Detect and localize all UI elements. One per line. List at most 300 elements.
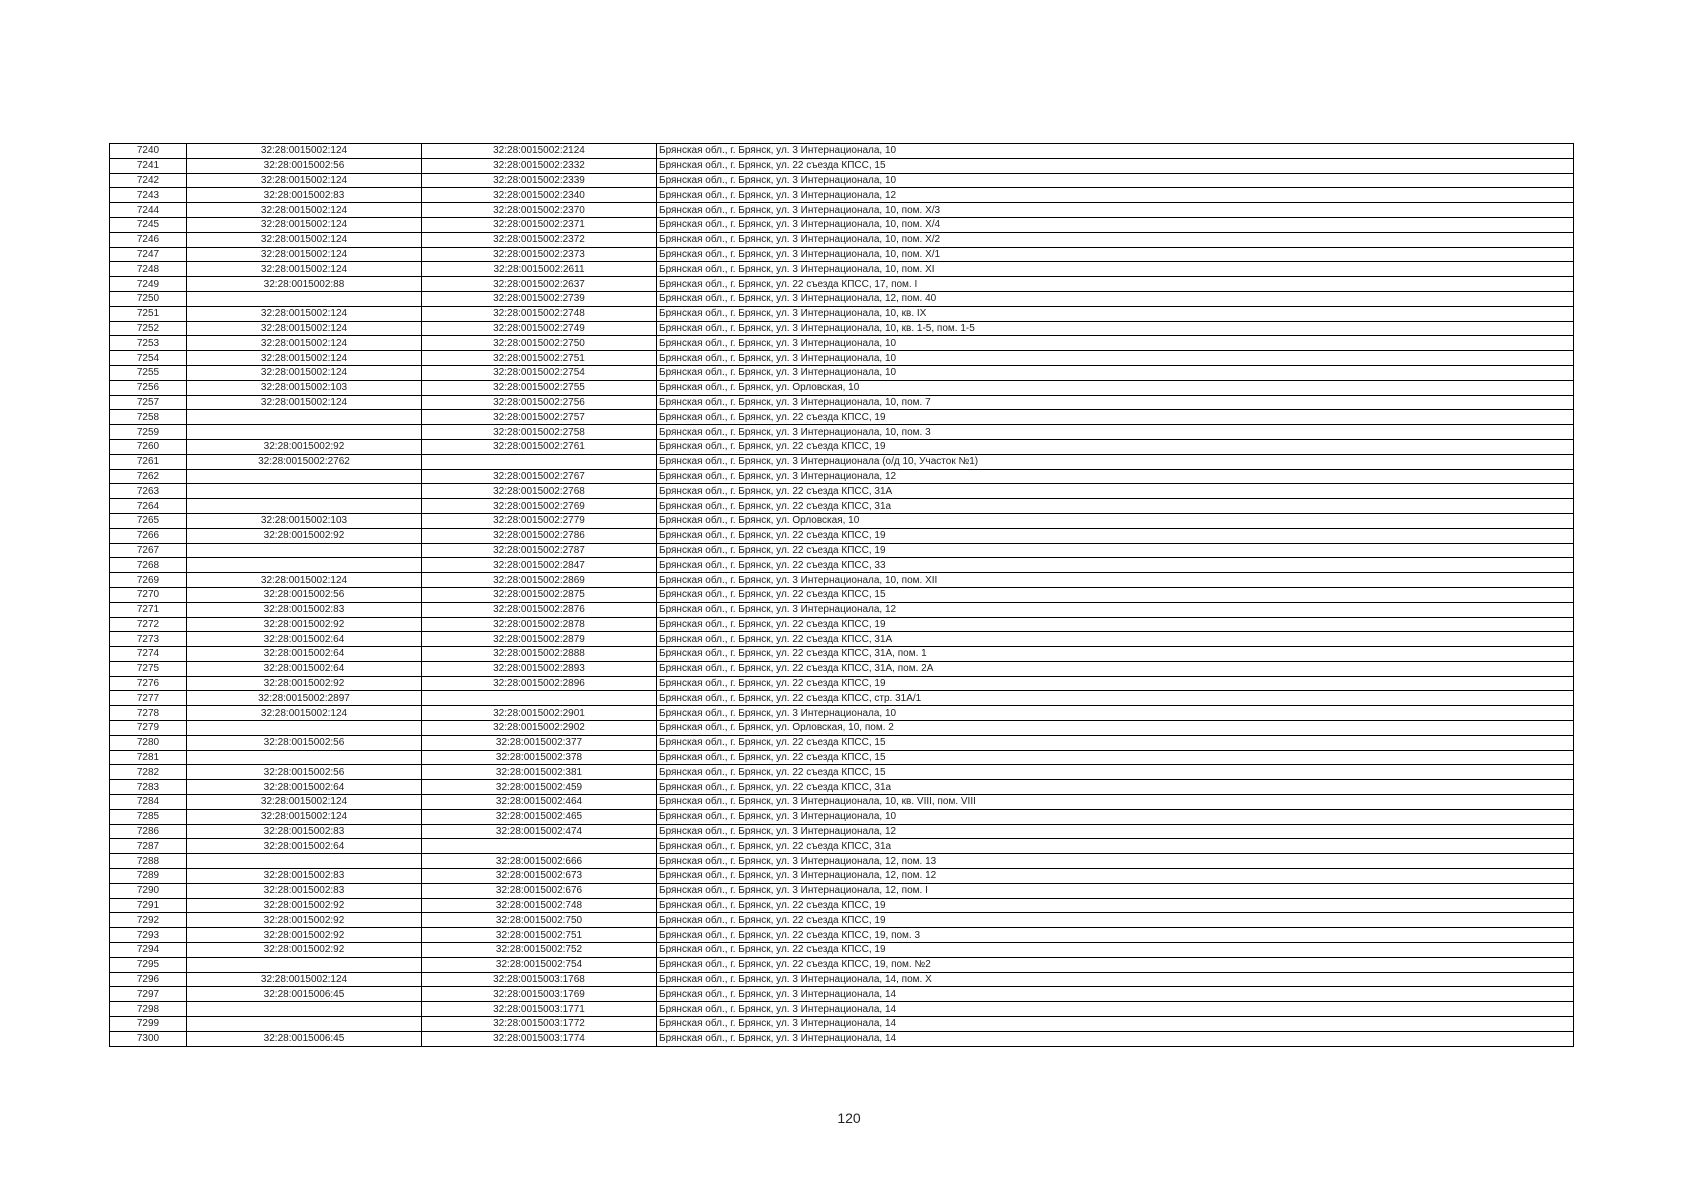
parcel-cadastral-number-cell: 32:28:0015002:56 [187,158,422,173]
parcel-cadastral-number-cell [187,469,422,484]
object-cadastral-number-cell: 32:28:0015002:2787 [422,543,657,558]
row-number-cell: 7264 [110,499,187,514]
parcel-cadastral-number-cell: 32:28:0015002:124 [187,809,422,824]
parcel-cadastral-number-cell: 32:28:0015002:124 [187,321,422,336]
row-number-cell: 7286 [110,824,187,839]
table-row [110,395,1574,410]
table-row [110,484,1574,499]
object-cadastral-number-cell: 32:28:0015002:2754 [422,365,657,380]
object-cadastral-number-cell: 32:28:0015002:2751 [422,351,657,366]
object-cadastral-number-cell: 32:28:0015002:2373 [422,247,657,262]
address-cell: Брянская обл., г. Брянск, ул. 3 Интернационала, 10, пом. X/4 [657,217,1574,232]
row-number-cell: 7267 [110,543,187,558]
table-row [110,217,1574,232]
address-cell: Брянская обл., г. Брянск, ул. 3 Интернационала, 10 [657,365,1574,380]
parcel-cadastral-number-cell [187,1017,422,1032]
row-number-cell: 7243 [110,188,187,203]
row-number-cell: 7291 [110,898,187,913]
address-cell: Брянская обл., г. Брянск, ул. 3 Интернационала, 12 [657,602,1574,617]
row-number-cell: 7298 [110,1002,187,1017]
table-row [110,410,1574,425]
address-cell: Брянская обл., г. Брянск, ул. 22 съезда КПСС, 31А, пом. 1 [657,647,1574,662]
table-row [110,647,1574,662]
parcel-cadastral-number-cell: 32:28:0015002:56 [187,765,422,780]
table-row [110,780,1574,795]
parcel-cadastral-number-cell: 32:28:0015006:45 [187,1031,422,1046]
parcel-cadastral-number-cell: 32:28:0015006:45 [187,987,422,1002]
table-row [110,277,1574,292]
address-cell: Брянская обл., г. Брянск, ул. 3 Интернационала, 10, пом. XII [657,573,1574,588]
row-number-cell: 7281 [110,750,187,765]
object-cadastral-number-cell: 32:28:0015002:752 [422,943,657,958]
address-cell: Брянская обл., г. Брянск, ул. 3 Интернационала, 14 [657,1031,1574,1046]
parcel-cadastral-number-cell: 32:28:0015002:64 [187,780,422,795]
address-cell: Брянская обл., г. Брянск, ул. 3 Интернационала, 10, пом. X/3 [657,203,1574,218]
parcel-cadastral-number-cell [187,957,422,972]
row-number-cell: 7257 [110,395,187,410]
row-number-cell: 7250 [110,291,187,306]
parcel-cadastral-number-cell: 32:28:0015002:92 [187,617,422,632]
object-cadastral-number-cell: 32:28:0015002:2370 [422,203,657,218]
table-row [110,573,1574,588]
object-cadastral-number-cell [422,839,657,854]
table-row [110,158,1574,173]
table-row [110,854,1574,869]
row-number-cell: 7285 [110,809,187,824]
object-cadastral-number-cell: 32:28:0015002:2124 [422,144,657,159]
parcel-cadastral-number-cell: 32:28:0015002:2762 [187,454,422,469]
address-cell: Брянская обл., г. Брянск, ул. Орловская, 10, пом. 2 [657,721,1574,736]
row-number-cell: 7242 [110,173,187,188]
table-row [110,380,1574,395]
object-cadastral-number-cell: 32:28:0015002:2888 [422,647,657,662]
object-cadastral-number-cell: 32:28:0015002:2786 [422,528,657,543]
table-row [110,513,1574,528]
parcel-cadastral-number-cell [187,558,422,573]
parcel-cadastral-number-cell: 32:28:0015002:124 [187,232,422,247]
table-row [110,454,1574,469]
row-number-cell: 7293 [110,928,187,943]
table-row [110,558,1574,573]
object-cadastral-number-cell: 32:28:0015003:1774 [422,1031,657,1046]
table-row [110,898,1574,913]
object-cadastral-number-cell: 32:28:0015002:474 [422,824,657,839]
address-cell: Брянская обл., г. Брянск, ул. 3 Интернационала, 10 [657,809,1574,824]
row-number-cell: 7299 [110,1017,187,1032]
parcel-cadastral-number-cell [187,750,422,765]
table-row [110,661,1574,676]
parcel-cadastral-number-cell: 32:28:0015002:56 [187,735,422,750]
parcel-cadastral-number-cell [187,291,422,306]
object-cadastral-number-cell: 32:28:0015002:2757 [422,410,657,425]
registry-table-body [110,144,1574,1047]
table-row [110,957,1574,972]
object-cadastral-number-cell: 32:28:0015002:2332 [422,158,657,173]
table-row [110,365,1574,380]
parcel-cadastral-number-cell: 32:28:0015002:124 [187,795,422,810]
table-row [110,706,1574,721]
row-number-cell: 7269 [110,573,187,588]
object-cadastral-number-cell: 32:28:0015003:1769 [422,987,657,1002]
object-cadastral-number-cell: 32:28:0015002:2755 [422,380,657,395]
object-cadastral-number-cell: 32:28:0015003:1772 [422,1017,657,1032]
row-number-cell: 7295 [110,957,187,972]
parcel-cadastral-number-cell: 32:28:0015002:83 [187,602,422,617]
object-cadastral-number-cell: 32:28:0015002:2748 [422,306,657,321]
table-row [110,306,1574,321]
object-cadastral-number-cell: 32:28:0015002:2878 [422,617,657,632]
table-row [110,247,1574,262]
row-number-cell: 7255 [110,365,187,380]
address-cell: Брянская обл., г. Брянск, ул. 22 съезда КПСС, 19, пом. 3 [657,928,1574,943]
parcel-cadastral-number-cell [187,854,422,869]
table-row [110,869,1574,884]
table-row [110,1002,1574,1017]
address-cell: Брянская обл., г. Брянск, ул. 3 Интернационала, 10 [657,706,1574,721]
table-row [110,321,1574,336]
parcel-cadastral-number-cell: 32:28:0015002:124 [187,573,422,588]
address-cell: Брянская обл., г. Брянск, ул. 22 съезда КПСС, 33 [657,558,1574,573]
parcel-cadastral-number-cell: 32:28:0015002:92 [187,528,422,543]
parcel-cadastral-number-cell: 32:28:0015002:103 [187,513,422,528]
address-cell: Брянская обл., г. Брянск, ул. 22 съезда КПСС, 19 [657,913,1574,928]
address-cell: Брянская обл., г. Брянск, ул. Орловская, 10 [657,513,1574,528]
parcel-cadastral-number-cell: 32:28:0015002:83 [187,188,422,203]
address-cell: Брянская обл., г. Брянск, ул. 3 Интернационала, 14 [657,1017,1574,1032]
parcel-cadastral-number-cell: 32:28:0015002:92 [187,676,422,691]
object-cadastral-number-cell: 32:28:0015002:2750 [422,336,657,351]
parcel-cadastral-number-cell: 32:28:0015002:124 [187,247,422,262]
object-cadastral-number-cell: 32:28:0015002:2769 [422,499,657,514]
address-cell: Брянская обл., г. Брянск, ул. 22 съезда КПСС, 31а [657,839,1574,854]
row-number-cell: 7253 [110,336,187,351]
address-cell: Брянская обл., г. Брянск, ул. 22 съезда КПСС, 19 [657,528,1574,543]
table-row [110,943,1574,958]
row-number-cell: 7278 [110,706,187,721]
object-cadastral-number-cell: 32:28:0015002:464 [422,795,657,810]
parcel-cadastral-number-cell: 32:28:0015002:124 [187,972,422,987]
table-row [110,439,1574,454]
parcel-cadastral-number-cell [187,484,422,499]
table-row [110,721,1574,736]
table-row [110,839,1574,854]
address-cell: Брянская обл., г. Брянск, ул. 3 Интернационала, 10, пом. 3 [657,425,1574,440]
row-number-cell: 7260 [110,439,187,454]
object-cadastral-number-cell: 32:28:0015002:459 [422,780,657,795]
parcel-cadastral-number-cell: 32:28:0015002:124 [187,706,422,721]
address-cell: Брянская обл., г. Брянск, ул. 22 съезда КПСС, 19 [657,410,1574,425]
address-cell: Брянская обл., г. Брянск, ул. 3 Интернационала, 12, пом. 40 [657,291,1574,306]
row-number-cell: 7266 [110,528,187,543]
object-cadastral-number-cell: 32:28:0015002:2893 [422,661,657,676]
object-cadastral-number-cell: 32:28:0015002:378 [422,750,657,765]
address-cell: Брянская обл., г. Брянск, ул. 3 Интернационала, 10 [657,336,1574,351]
row-number-cell: 7248 [110,262,187,277]
row-number-cell: 7256 [110,380,187,395]
registry-table [109,143,1574,1047]
row-number-cell: 7296 [110,972,187,987]
address-cell: Брянская обл., г. Брянск, ул. 22 съезда КПСС, 15 [657,735,1574,750]
address-cell: Брянская обл., г. Брянск, ул. 3 Интернационала, 10, пом. 7 [657,395,1574,410]
address-cell: Брянская обл., г. Брянск, ул. 22 съезда КПСС, 31а [657,780,1574,795]
table-row [110,617,1574,632]
row-number-cell: 7272 [110,617,187,632]
parcel-cadastral-number-cell: 32:28:0015002:124 [187,144,422,159]
object-cadastral-number-cell: 32:28:0015002:751 [422,928,657,943]
address-cell: Брянская обл., г. Брянск, ул. 22 съезда КПСС, 19 [657,617,1574,632]
object-cadastral-number-cell: 32:28:0015002:2371 [422,217,657,232]
address-cell: Брянская обл., г. Брянск, ул. 3 Интернационала, 10, пом. XI [657,262,1574,277]
parcel-cadastral-number-cell: 32:28:0015002:92 [187,928,422,943]
parcel-cadastral-number-cell: 32:28:0015002:124 [187,217,422,232]
table-row [110,928,1574,943]
address-cell: Брянская обл., г. Брянск, ул. 3 Интернационала, 10, пом. X/1 [657,247,1574,262]
object-cadastral-number-cell: 32:28:0015002:377 [422,735,657,750]
address-cell: Брянская обл., г. Брянск, ул. 3 Интернационала, 12, пом. 12 [657,869,1574,884]
address-cell: Брянская обл., г. Брянск, ул. 3 Интернационала, 10, кв. IX [657,306,1574,321]
row-number-cell: 7252 [110,321,187,336]
parcel-cadastral-number-cell: 32:28:0015002:64 [187,661,422,676]
address-cell: Брянская обл., г. Брянск, ул. 3 Интернационала, 10 [657,173,1574,188]
table-row [110,913,1574,928]
parcel-cadastral-number-cell: 32:28:0015002:124 [187,351,422,366]
object-cadastral-number-cell: 32:28:0015003:1771 [422,1002,657,1017]
row-number-cell: 7300 [110,1031,187,1046]
row-number-cell: 7280 [110,735,187,750]
row-number-cell: 7292 [110,913,187,928]
object-cadastral-number-cell: 32:28:0015002:748 [422,898,657,913]
parcel-cadastral-number-cell: 32:28:0015002:124 [187,365,422,380]
parcel-cadastral-number-cell: 32:28:0015002:124 [187,203,422,218]
address-cell: Брянская обл., г. Брянск, ул. 3 Интернационала, 12 [657,469,1574,484]
object-cadastral-number-cell: 32:28:0015002:750 [422,913,657,928]
row-number-cell: 7279 [110,721,187,736]
table-row [110,972,1574,987]
row-number-cell: 7297 [110,987,187,1002]
address-cell: Брянская обл., г. Брянск, ул. Орловская, 10 [657,380,1574,395]
parcel-cadastral-number-cell: 32:28:0015002:92 [187,943,422,958]
address-cell: Брянская обл., г. Брянск, ул. 22 съезда КПСС, 15 [657,750,1574,765]
row-number-cell: 7254 [110,351,187,366]
row-number-cell: 7271 [110,602,187,617]
table-row [110,824,1574,839]
table-row [110,1031,1574,1046]
row-number-cell: 7273 [110,632,187,647]
address-cell: Брянская обл., г. Брянск, ул. 3 Интернационала, 14 [657,987,1574,1002]
address-cell: Брянская обл., г. Брянск, ул. 3 Интернационала, 12, пом. I [657,883,1574,898]
address-cell: Брянская обл., г. Брянск, ул. 3 Интернационала, 10 [657,351,1574,366]
page-number: 120 [837,1110,861,1126]
object-cadastral-number-cell [422,454,657,469]
parcel-cadastral-number-cell: 32:28:0015002:64 [187,632,422,647]
address-cell: Брянская обл., г. Брянск, ул. 22 съезда КПСС, 19 [657,439,1574,454]
row-number-cell: 7276 [110,676,187,691]
table-row [110,735,1574,750]
object-cadastral-number-cell: 32:28:0015002:2372 [422,232,657,247]
row-number-cell: 7246 [110,232,187,247]
row-number-cell: 7274 [110,647,187,662]
row-number-cell: 7289 [110,869,187,884]
row-number-cell: 7240 [110,144,187,159]
address-cell: Брянская обл., г. Брянск, ул. 22 съезда КПСС, 17, пом. I [657,277,1574,292]
address-cell: Брянская обл., г. Брянск, ул. 22 съезда КПСС, 31А [657,484,1574,499]
table-row [110,351,1574,366]
object-cadastral-number-cell: 32:28:0015002:673 [422,869,657,884]
address-cell: Брянская обл., г. Брянск, ул. 3 Интернационала, 12 [657,824,1574,839]
table-row [110,602,1574,617]
address-cell: Брянская обл., г. Брянск, ул. 22 съезда КПСС, 15 [657,587,1574,602]
row-number-cell: 7249 [110,277,187,292]
table-row [110,691,1574,706]
parcel-cadastral-number-cell [187,543,422,558]
address-cell: Брянская обл., г. Брянск, ул. 22 съезда КПСС, 15 [657,158,1574,173]
object-cadastral-number-cell: 32:28:0015002:2768 [422,484,657,499]
row-number-cell: 7282 [110,765,187,780]
parcel-cadastral-number-cell: 32:28:0015002:103 [187,380,422,395]
parcel-cadastral-number-cell [187,499,422,514]
address-cell: Брянская обл., г. Брянск, ул. 3 Интернационала, 12 [657,188,1574,203]
object-cadastral-number-cell: 32:28:0015002:2869 [422,573,657,588]
parcel-cadastral-number-cell: 32:28:0015002:92 [187,439,422,454]
address-cell: Брянская обл., г. Брянск, ул. 22 съезда КПСС, 19 [657,943,1574,958]
object-cadastral-number-cell: 32:28:0015002:666 [422,854,657,869]
table-row [110,587,1574,602]
table-row [110,188,1574,203]
address-cell: Брянская обл., г. Брянск, ул. 22 съезда КПСС, 19 [657,898,1574,913]
object-cadastral-number-cell [422,691,657,706]
address-cell: Брянская обл., г. Брянск, ул. 22 съезда КПСС, 31А, пом. 2А [657,661,1574,676]
table-row [110,765,1574,780]
row-number-cell: 7275 [110,661,187,676]
object-cadastral-number-cell: 32:28:0015002:2847 [422,558,657,573]
row-number-cell: 7288 [110,854,187,869]
address-cell: Брянская обл., г. Брянск, ул. 3 Интернационала, 12, пом. 13 [657,854,1574,869]
table-row [110,469,1574,484]
table-row [110,499,1574,514]
parcel-cadastral-number-cell: 32:28:0015002:124 [187,336,422,351]
table-row [110,291,1574,306]
parcel-cadastral-number-cell: 32:28:0015002:64 [187,647,422,662]
object-cadastral-number-cell: 32:28:0015002:2779 [422,513,657,528]
address-cell: Брянская обл., г. Брянск, ул. 22 съезда КПСС, 19, пом. №2 [657,957,1574,972]
object-cadastral-number-cell: 32:28:0015002:2749 [422,321,657,336]
object-cadastral-number-cell: 32:28:0015002:2876 [422,602,657,617]
row-number-cell: 7290 [110,883,187,898]
object-cadastral-number-cell: 32:28:0015002:2879 [422,632,657,647]
parcel-cadastral-number-cell: 32:28:0015002:124 [187,173,422,188]
table-row [110,144,1574,159]
row-number-cell: 7294 [110,943,187,958]
object-cadastral-number-cell: 32:28:0015002:2767 [422,469,657,484]
object-cadastral-number-cell: 32:28:0015002:381 [422,765,657,780]
row-number-cell: 7247 [110,247,187,262]
table-row [110,795,1574,810]
address-cell: Брянская обл., г. Брянск, ул. 3 Интернационала, 10, кв. 1-5, пом. 1-5 [657,321,1574,336]
object-cadastral-number-cell: 32:28:0015002:676 [422,883,657,898]
address-cell: Брянская обл., г. Брянск, ул. 22 съезда КПСС, 31А [657,632,1574,647]
address-cell: Брянская обл., г. Брянск, ул. 3 Интернационала, 14 [657,1002,1574,1017]
table-row [110,173,1574,188]
address-cell: Брянская обл., г. Брянск, ул. 3 Интернационала, 14, пом. X [657,972,1574,987]
object-cadastral-number-cell: 32:28:0015002:2637 [422,277,657,292]
object-cadastral-number-cell: 32:28:0015002:2875 [422,587,657,602]
table-row [110,883,1574,898]
row-number-cell: 7262 [110,469,187,484]
object-cadastral-number-cell: 32:28:0015002:2339 [422,173,657,188]
parcel-cadastral-number-cell: 32:28:0015002:124 [187,262,422,277]
object-cadastral-number-cell: 32:28:0015002:754 [422,957,657,972]
object-cadastral-number-cell: 32:28:0015002:2761 [422,439,657,454]
table-row [110,232,1574,247]
row-number-cell: 7244 [110,203,187,218]
row-number-cell: 7258 [110,410,187,425]
address-cell: Брянская обл., г. Брянск, ул. 22 съезда КПСС, стр. 31А/1 [657,691,1574,706]
row-number-cell: 7251 [110,306,187,321]
row-number-cell: 7268 [110,558,187,573]
address-cell: Брянская обл., г. Брянск, ул. 22 съезда КПСС, 19 [657,543,1574,558]
table-row [110,1017,1574,1032]
table-row [110,262,1574,277]
object-cadastral-number-cell: 32:28:0015002:465 [422,809,657,824]
row-number-cell: 7265 [110,513,187,528]
parcel-cadastral-number-cell: 32:28:0015002:83 [187,869,422,884]
parcel-cadastral-number-cell: 32:28:0015002:88 [187,277,422,292]
table-row [110,425,1574,440]
parcel-cadastral-number-cell [187,1002,422,1017]
object-cadastral-number-cell: 32:28:0015002:2901 [422,706,657,721]
parcel-cadastral-number-cell: 32:28:0015002:124 [187,395,422,410]
address-cell: Брянская обл., г. Брянск, ул. 22 съезда КПСС, 15 [657,765,1574,780]
row-number-cell: 7284 [110,795,187,810]
row-number-cell: 7277 [110,691,187,706]
table-row [110,528,1574,543]
row-number-cell: 7259 [110,425,187,440]
table-row [110,750,1574,765]
object-cadastral-number-cell: 32:28:0015002:2756 [422,395,657,410]
table-row [110,809,1574,824]
address-cell: Брянская обл., г. Брянск, ул. 22 съезда КПСС, 19 [657,676,1574,691]
table-row [110,676,1574,691]
parcel-cadastral-number-cell: 32:28:0015002:92 [187,913,422,928]
address-cell: Брянская обл., г. Брянск, ул. 3 Интернационала (о/д 10, Участок №1) [657,454,1574,469]
table-row [110,203,1574,218]
row-number-cell: 7241 [110,158,187,173]
object-cadastral-number-cell: 32:28:0015002:2758 [422,425,657,440]
object-cadastral-number-cell: 32:28:0015003:1768 [422,972,657,987]
parcel-cadastral-number-cell: 32:28:0015002:124 [187,306,422,321]
object-cadastral-number-cell: 32:28:0015002:2739 [422,291,657,306]
row-number-cell: 7283 [110,780,187,795]
object-cadastral-number-cell: 32:28:0015002:2902 [422,721,657,736]
table-row [110,336,1574,351]
row-number-cell: 7270 [110,587,187,602]
address-cell: Брянская обл., г. Брянск, ул. 3 Интернационала, 10 [657,144,1574,159]
parcel-cadastral-number-cell: 32:28:0015002:83 [187,883,422,898]
object-cadastral-number-cell: 32:28:0015002:2340 [422,188,657,203]
parcel-cadastral-number-cell: 32:28:0015002:56 [187,587,422,602]
address-cell: Брянская обл., г. Брянск, ул. 3 Интернационала, 10, кв. VIII, пом. VIII [657,795,1574,810]
parcel-cadastral-number-cell: 32:28:0015002:2897 [187,691,422,706]
row-number-cell: 7263 [110,484,187,499]
parcel-cadastral-number-cell: 32:28:0015002:92 [187,898,422,913]
table-row [110,632,1574,647]
object-cadastral-number-cell: 32:28:0015002:2896 [422,676,657,691]
table-row [110,543,1574,558]
parcel-cadastral-number-cell [187,721,422,736]
row-number-cell: 7261 [110,454,187,469]
object-cadastral-number-cell: 32:28:0015002:2611 [422,262,657,277]
parcel-cadastral-number-cell [187,425,422,440]
